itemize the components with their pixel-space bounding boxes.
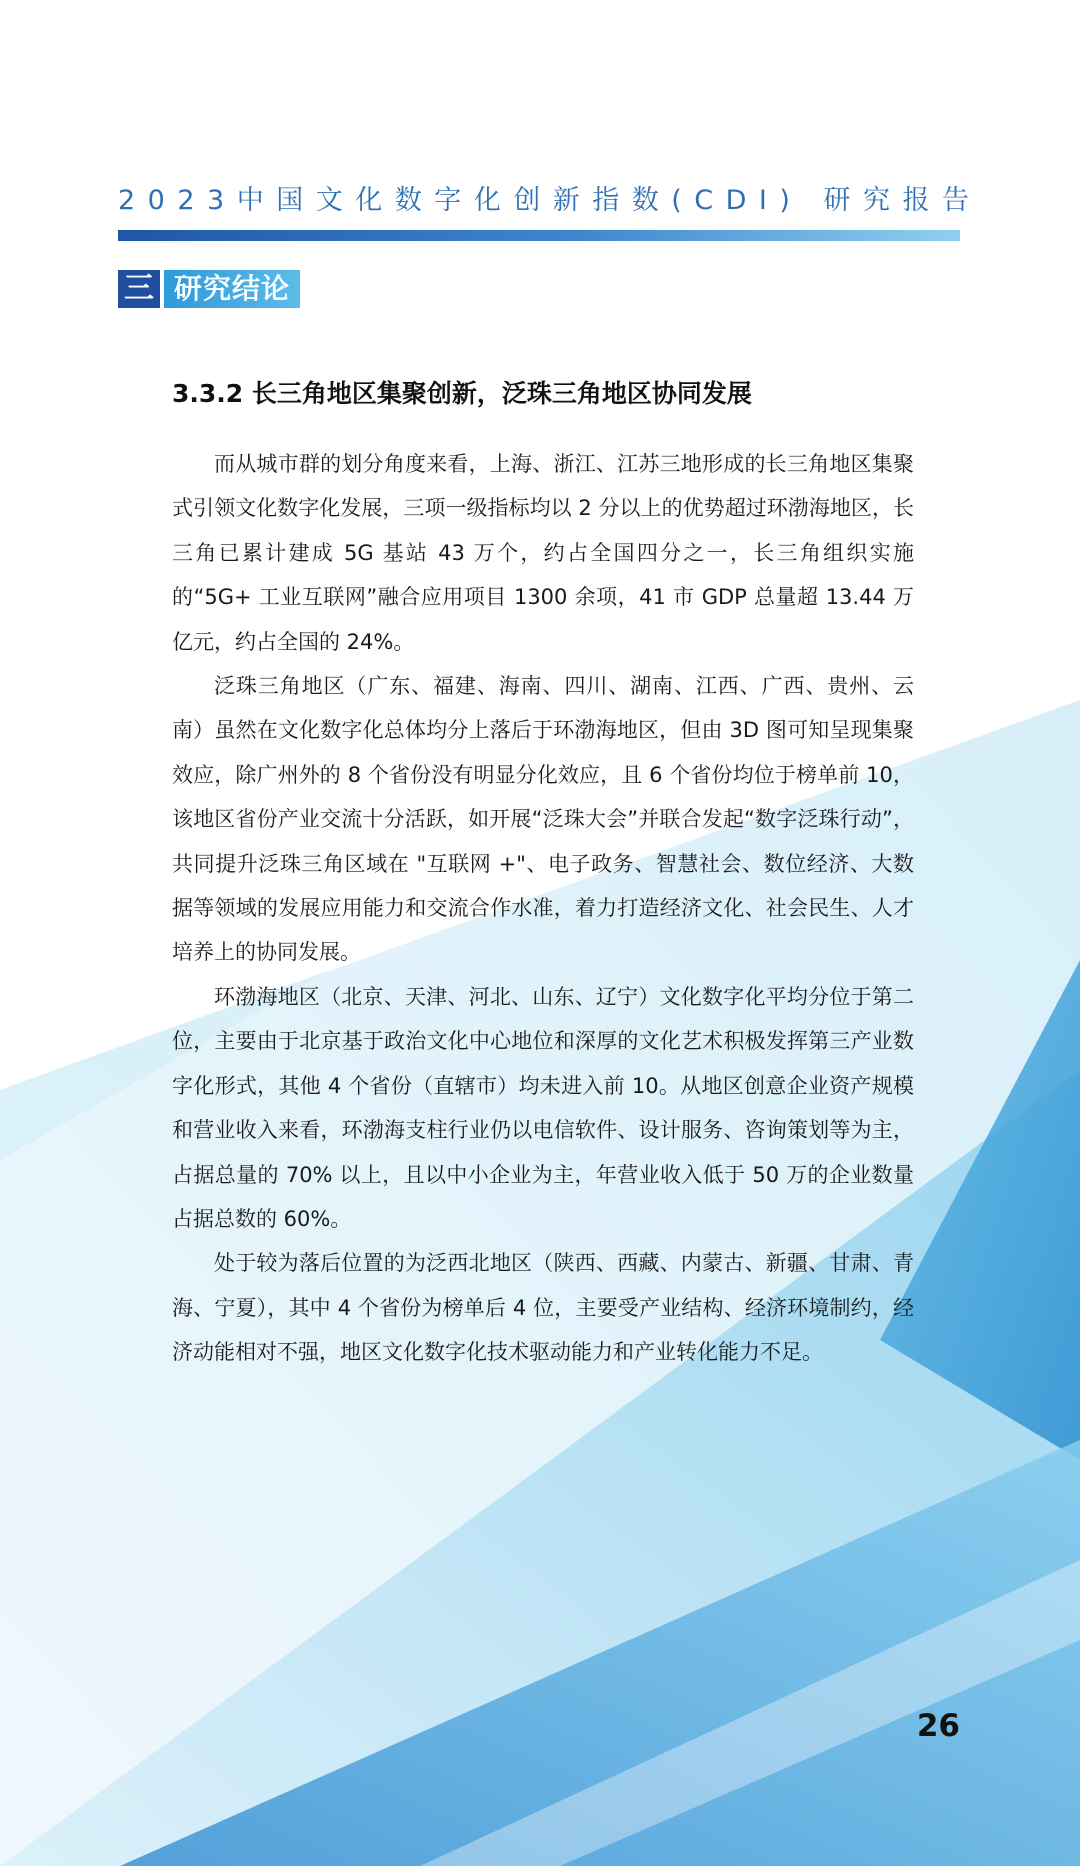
paragraph-yangtze-delta: 而从城市群的划分角度来看，上海、浙江、江苏三地形成的长三角地区集聚式引领文化数字化发展，三项一级指标均以 2 分以上的优势超过环渤海地区，长三角已累计建成 5G 基站 43 万个，约占全国四分之一，长三角组织实施的“5G+ 工业互联网”融合应用项目 1300 余项，41 市 GDP 总量超 13.44 万亿元，约占全国的 24%。 xyxy=(172,452,914,654)
section-label: 研究结论 xyxy=(164,270,300,308)
section-number-badge: 三 xyxy=(118,270,160,308)
section-heading xyxy=(118,270,300,308)
subsection-title: 3.3.2 长三角地区集聚创新，泛珠三角地区协同发展 xyxy=(172,379,752,408)
paragraph-pan-pearl-delta: 泛珠三角地区（广东、福建、海南、四川、湖南、江西、广西、贵州、云南）虽然在文化数字化总体均分上落后于环渤海地区，但由 3D 图可知呈现集聚效应，除广州外的 8 个省份没有明显分化效应，且 6 个省份均位于榜单前 10，该地区省份产业交流十分活跃，如开展“泛珠大会”并联合发起“数字泛珠行动”，共同提升泛珠三角区域在 "互联网 +"、电子政务、智慧社会、数位经济、大数据等领域的发展应用能力和交流合作水准，着力打造经济文化、社会民生、人才培养上的协同发展。 xyxy=(172,674,914,965)
paragraph-northwest: 处于较为落后位置的为泛西北地区（陕西、西藏、内蒙古、新疆、甘肃、青海、宁夏），其中 4 个省份为榜单后 4 位，主要受产业结构、经济环境制约，经济动能相对不强，地区文化数字化技术驱动能力和产业转化能力不足。 xyxy=(172,1251,914,1365)
report-header-title: 2023中国文化数字化创新指数(CDI) 研究报告 xyxy=(118,185,982,216)
body-text xyxy=(172,442,914,1375)
page-number: 26 xyxy=(916,1708,960,1744)
header-gradient-bar xyxy=(118,230,960,241)
paragraph-bohai-rim: 环渤海地区（北京、天津、河北、山东、辽宁）文化数字化平均分位于第二位，主要由于北京基于政治文化中心地位和深厚的文化艺术积极发挥第三产业数字化形式，其他 4 个省份（直辖市）均未进入前 10。从地区创意企业资产规模和营业收入来看，环渤海支柱行业仍以电信软件、设计服务、咨询策划等为主，占据总量的 70% 以上，且以中小企业为主，年营业收入低于 50 万的企业数量占据总数的 60%。 xyxy=(172,984,914,1231)
